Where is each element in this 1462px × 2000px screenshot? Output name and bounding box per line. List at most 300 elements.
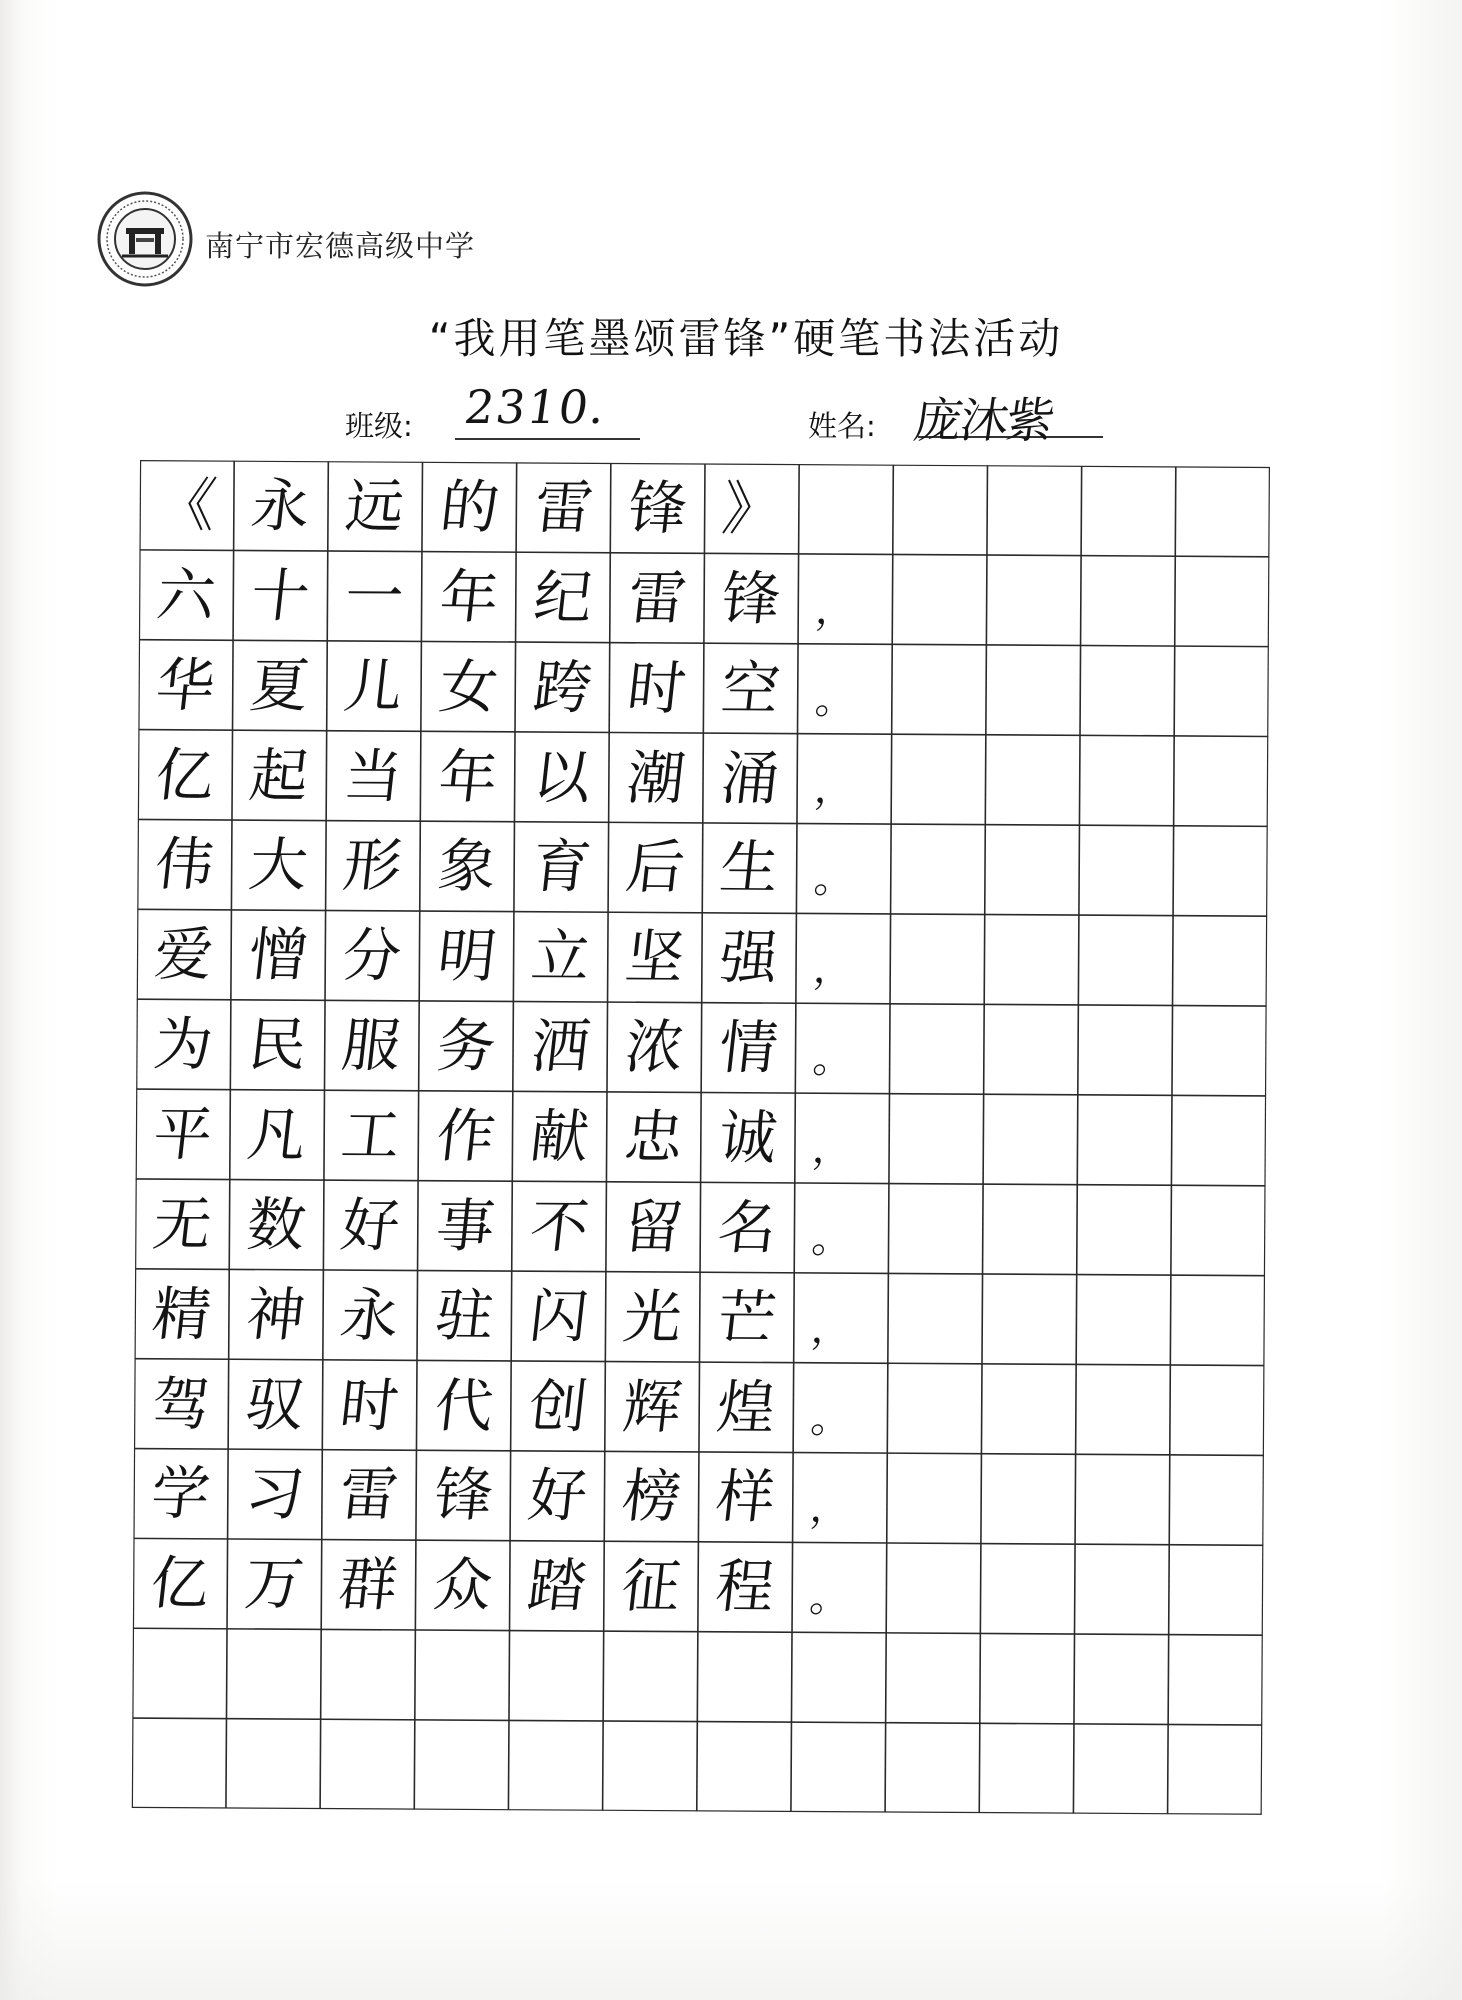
grid-row <box>136 1089 1267 1186</box>
handwritten-character: 时 <box>336 1370 403 1440</box>
handwritten-character: 习 <box>242 1460 308 1529</box>
grid-cell <box>1168 1635 1263 1725</box>
handwritten-character: ， <box>810 1126 856 1173</box>
grid-cell <box>1169 1545 1264 1635</box>
writing-grid <box>132 460 1270 1815</box>
grid-cell <box>796 913 891 1003</box>
grid-cell <box>1080 645 1175 735</box>
handwritten-character: 样 <box>712 1463 779 1532</box>
grid-cell <box>135 1179 230 1269</box>
grid-cell <box>793 1363 888 1453</box>
grid-cell <box>887 1453 982 1543</box>
handwritten-character: 后 <box>622 833 689 902</box>
grid-cell <box>697 1632 792 1722</box>
grid-cell <box>513 912 608 1002</box>
grid-cell <box>889 1094 984 1184</box>
grid-cell <box>509 1631 604 1721</box>
grid-cell <box>510 1541 605 1631</box>
grid-cell <box>603 1721 698 1811</box>
grid-cell <box>979 1723 1074 1813</box>
grid-cell <box>136 1089 231 1179</box>
grid-cell <box>702 823 797 913</box>
grid-row <box>132 1718 1263 1815</box>
grid-cell <box>698 1452 793 1542</box>
grid-cell <box>981 1454 1076 1544</box>
grid-cell <box>799 464 894 554</box>
class-value: 2310. <box>461 380 611 434</box>
grid-row <box>133 1449 1264 1546</box>
grid-row <box>138 640 1269 737</box>
grid-cell <box>228 1449 323 1539</box>
handwritten-character: 形 <box>340 831 406 900</box>
handwritten-character: 强 <box>716 923 782 993</box>
handwritten-character: 事 <box>432 1191 498 1260</box>
grid-cell <box>1175 466 1270 556</box>
handwritten-character: 代 <box>431 1371 497 1440</box>
handwritten-character: 不 <box>526 1192 592 1261</box>
grid-cell <box>791 1722 886 1812</box>
handwritten-character: 驭 <box>242 1370 309 1439</box>
handwritten-character: 献 <box>526 1102 593 1171</box>
grid-cell <box>1081 556 1176 646</box>
grid-cell <box>891 734 986 824</box>
grid-cell <box>1076 1275 1171 1365</box>
grid-cell <box>984 1004 1079 1094</box>
handwritten-character: 空 <box>717 654 784 723</box>
handwritten-character: 群 <box>335 1550 402 1619</box>
grid-cell <box>137 909 232 999</box>
grid-cell <box>421 641 516 731</box>
grid-cell <box>1075 1454 1170 1544</box>
grid-row <box>139 550 1270 647</box>
grid-row <box>135 1179 1266 1276</box>
grid-cell <box>798 554 893 644</box>
grid-cell <box>603 1631 698 1721</box>
grid-cell <box>791 1632 886 1722</box>
page-title: “我用笔墨颂雷锋”硬笔书法活动 <box>428 314 1064 363</box>
grid-cell <box>421 552 516 642</box>
handwritten-character: 《 <box>154 471 220 540</box>
handwritten-character: 大 <box>245 831 312 900</box>
grid-cell <box>514 822 609 912</box>
grid-cell <box>133 1538 228 1628</box>
grid-cell <box>795 1093 890 1183</box>
handwritten-character: 凡 <box>244 1100 310 1169</box>
grid-cell <box>1077 1095 1172 1185</box>
grid-cell <box>609 643 704 733</box>
grid-cell <box>1171 1095 1266 1185</box>
handwritten-character: 程 <box>712 1552 778 1622</box>
grid-cell <box>985 735 1080 825</box>
grid-cell <box>230 1090 325 1180</box>
grid-cell <box>416 1360 511 1450</box>
grid-cell <box>422 462 517 552</box>
handwritten-character: 涌 <box>717 744 783 813</box>
grid-cell <box>133 1449 228 1539</box>
grid-row <box>133 1538 1264 1635</box>
handwritten-character: ， <box>811 946 857 993</box>
handwritten-character: 情 <box>715 1013 782 1082</box>
handwritten-character: 当 <box>340 741 407 811</box>
grid-cell <box>698 1542 793 1632</box>
handwritten-character: 分 <box>339 921 406 990</box>
handwritten-character: 以 <box>529 742 595 812</box>
grid-cell <box>986 645 1081 735</box>
handwritten-character: 锋 <box>430 1461 497 1530</box>
handwritten-character: ， <box>808 1485 854 1532</box>
grid-cell <box>792 1542 887 1632</box>
handwritten-character: 。 <box>808 1395 854 1442</box>
grid-cell <box>794 1183 889 1273</box>
grid-cell <box>1079 825 1174 915</box>
handwritten-character: 务 <box>433 1011 499 1081</box>
handwritten-character: 名 <box>714 1193 781 1262</box>
handwritten-character: 十 <box>247 561 314 630</box>
grid-cell <box>325 910 420 1000</box>
handwritten-character: 神 <box>243 1280 309 1349</box>
grid-cell <box>139 550 234 640</box>
grid-cell <box>888 1184 983 1274</box>
grid-cell <box>516 552 611 642</box>
handwritten-character: 亿 <box>152 740 218 809</box>
handwritten-character: 服 <box>339 1011 405 1080</box>
handwritten-character: 闪 <box>525 1282 592 1351</box>
grid-cell <box>886 1633 981 1723</box>
grid-cell <box>888 1273 983 1363</box>
handwritten-character: 创 <box>525 1371 591 1441</box>
handwritten-character: 锋 <box>624 473 691 543</box>
handwritten-character: 》 <box>718 474 785 543</box>
class-underline <box>455 438 640 440</box>
grid-cell <box>1174 646 1269 736</box>
grid-cell <box>420 821 515 911</box>
handwritten-character: 作 <box>432 1101 499 1171</box>
handwritten-character: 时 <box>623 653 690 722</box>
grid-row <box>137 819 1268 916</box>
grid-cell <box>704 463 799 553</box>
grid-cell <box>234 461 329 551</box>
grid-cell <box>890 914 985 1004</box>
grid-cell <box>703 733 798 823</box>
handwritten-character: 驻 <box>431 1281 498 1350</box>
handwritten-character: 亿 <box>147 1549 213 1618</box>
grid-cell <box>320 1719 415 1809</box>
handwritten-character: 驾 <box>148 1369 215 1439</box>
grid-cell <box>328 461 423 551</box>
handwritten-character: 起 <box>246 741 313 810</box>
grid-cell <box>512 1091 607 1181</box>
grid-row <box>137 909 1268 1006</box>
grid-cell <box>324 1000 419 1090</box>
handwritten-character: 诚 <box>715 1103 781 1172</box>
handwritten-character: 年 <box>435 562 502 631</box>
handwritten-character: ， <box>812 766 858 813</box>
grid-cell <box>795 1003 890 1093</box>
grid-cell <box>797 644 892 734</box>
handwritten-character: 好 <box>337 1191 404 1260</box>
grid-cell <box>229 1179 324 1269</box>
grid-cell <box>1171 1185 1266 1275</box>
grid-cell <box>326 731 421 821</box>
grid-cell <box>887 1363 982 1453</box>
grid-cell <box>233 640 328 730</box>
handwritten-character: 无 <box>149 1189 216 1259</box>
grid-cell <box>985 825 1080 915</box>
grid-cell <box>607 1002 702 1092</box>
grid-cell <box>1078 1005 1173 1095</box>
grid-cell <box>701 1093 796 1183</box>
grid-cell <box>886 1543 981 1633</box>
grid-cell <box>980 1544 1075 1634</box>
grid-cell <box>508 1720 603 1810</box>
handwritten-character: 一 <box>341 562 408 631</box>
grid-cell <box>794 1273 889 1363</box>
grid-cell <box>415 1540 510 1630</box>
grid-cell <box>699 1362 794 1452</box>
grid-cell <box>136 999 231 1089</box>
grid-cell <box>138 730 233 820</box>
grid-cell <box>132 1628 227 1718</box>
grid-cell <box>1172 1006 1267 1096</box>
handwritten-character: 平 <box>150 1100 216 1169</box>
handwritten-character: 潮 <box>623 743 689 812</box>
handwritten-character: 征 <box>618 1552 684 1621</box>
grid-cell <box>609 732 704 822</box>
grid-cell <box>321 1629 416 1719</box>
grid-cell <box>1173 916 1268 1006</box>
grid-cell <box>703 643 798 733</box>
grid-cell <box>610 463 705 553</box>
handwritten-character: 精 <box>149 1279 215 1349</box>
handwritten-character: 生 <box>716 833 783 903</box>
handwritten-character: 憎 <box>245 920 311 990</box>
grid-cell <box>322 1360 417 1450</box>
grid-row <box>138 730 1269 827</box>
grid-cell <box>986 555 1081 645</box>
handwritten-character: ， <box>813 586 859 634</box>
grid-cell <box>982 1274 1077 1364</box>
grid-cell <box>606 1182 701 1272</box>
grid-cell <box>515 642 610 732</box>
handwritten-character: 工 <box>338 1101 405 1170</box>
grid-cell <box>700 1182 795 1272</box>
grid-cell <box>980 1633 1075 1723</box>
grid-cell <box>419 911 514 1001</box>
grid-cell <box>605 1272 700 1362</box>
grid-cell <box>608 912 703 1002</box>
handwritten-character: 夏 <box>247 651 313 720</box>
handwritten-character: 好 <box>524 1461 591 1531</box>
handwritten-character: 。 <box>810 1036 857 1083</box>
grid-cell <box>983 1184 1078 1274</box>
grid-row <box>135 1269 1266 1366</box>
handwritten-character: 芒 <box>714 1283 780 1352</box>
handwritten-character: 为 <box>150 1010 217 1079</box>
grid-cell <box>233 550 328 640</box>
grid-cell <box>1075 1544 1170 1634</box>
grid-cell <box>1081 466 1176 556</box>
grid-cell <box>1076 1364 1171 1454</box>
grid-cell <box>889 1004 984 1094</box>
grid-row <box>139 460 1270 557</box>
handwritten-character: 纪 <box>530 563 596 632</box>
handwritten-character: 雷 <box>624 563 690 633</box>
handwritten-character: 象 <box>434 832 500 901</box>
handwritten-character: 伟 <box>151 830 218 899</box>
grid-cell <box>1077 1185 1172 1275</box>
grid-cell <box>1168 1724 1263 1814</box>
grid-cell <box>1073 1724 1168 1814</box>
grid-cell <box>323 1180 418 1270</box>
handwritten-character: 众 <box>429 1551 496 1620</box>
grid-cell <box>324 1090 419 1180</box>
grid-row <box>134 1359 1265 1456</box>
grid-cell <box>419 1001 514 1091</box>
handwritten-character: 的 <box>436 472 503 542</box>
grid-cell <box>510 1451 605 1541</box>
handwritten-character: ， <box>809 1305 855 1353</box>
grid-cell <box>1170 1275 1265 1365</box>
grid-cell <box>511 1361 606 1451</box>
handwritten-character: 永 <box>248 471 314 540</box>
grid-cell <box>702 913 797 1003</box>
handwritten-character: 远 <box>342 472 408 541</box>
grid-cell <box>420 731 515 821</box>
grid-cell <box>227 1539 322 1629</box>
grid-cell <box>793 1453 888 1543</box>
handwritten-character: 民 <box>244 1010 311 1080</box>
handwritten-character: 浓 <box>621 1013 688 1082</box>
grid-cell <box>229 1269 324 1359</box>
handwritten-character: 。 <box>807 1575 853 1622</box>
handwritten-character: 锋 <box>718 564 785 633</box>
grid-cell <box>983 1094 1078 1184</box>
handwritten-character: 永 <box>337 1280 403 1350</box>
handwritten-character: 踏 <box>524 1551 590 1621</box>
grid-cell <box>893 465 988 555</box>
grid-cell <box>512 1181 607 1271</box>
handwritten-character: 辉 <box>619 1372 685 1441</box>
grid-cell <box>604 1451 699 1541</box>
grid-cell <box>797 734 892 824</box>
grid-cell <box>1174 736 1269 826</box>
grid-cell <box>327 551 422 641</box>
grid-cell <box>605 1362 700 1452</box>
grid-cell <box>1079 735 1174 825</box>
grid-cell <box>418 1181 513 1271</box>
handwritten-character: 学 <box>147 1459 214 1528</box>
grid-cell <box>892 644 987 734</box>
grid-cell <box>231 910 326 1000</box>
grid-row <box>136 999 1267 1096</box>
grid-cell <box>134 1359 229 1449</box>
handwritten-character: 爱 <box>151 920 217 989</box>
handwritten-character: 。 <box>812 856 858 903</box>
grid-cell <box>1078 915 1173 1005</box>
grid-cell <box>132 1718 227 1808</box>
grid-cell <box>137 819 232 909</box>
grid-cell <box>139 460 234 550</box>
grid-cell <box>138 640 233 730</box>
handwritten-character: 明 <box>433 922 500 991</box>
grid-cell <box>699 1272 794 1362</box>
grid-cell <box>511 1271 606 1361</box>
grid-cell <box>608 822 703 912</box>
grid-cell <box>327 641 422 731</box>
grid-cell <box>1175 556 1270 646</box>
grid-cell <box>987 465 1082 555</box>
name-label: 姓名: <box>808 409 876 443</box>
grid-cell <box>1074 1634 1169 1724</box>
grid-cell <box>232 730 327 820</box>
grid-cell <box>604 1541 699 1631</box>
handwritten-character: 留 <box>620 1192 687 1262</box>
grid-cell <box>606 1092 701 1182</box>
grid-row <box>132 1628 1263 1725</box>
handwritten-character: 雷 <box>336 1460 402 1530</box>
grid-cell <box>701 1003 796 1093</box>
handwritten-character: 跨 <box>529 653 596 722</box>
handwritten-character: 。 <box>809 1215 855 1263</box>
handwritten-character: 万 <box>241 1549 308 1619</box>
grid-cell <box>513 1001 608 1091</box>
grid-cell <box>610 553 705 643</box>
grid-cell <box>1170 1365 1265 1455</box>
grid-cell <box>322 1450 417 1540</box>
handwritten-character: 数 <box>243 1190 310 1259</box>
grid-cell <box>891 824 986 914</box>
grid-cell <box>323 1270 418 1360</box>
handwritten-character: 忠 <box>620 1102 687 1172</box>
grid-cell <box>417 1271 512 1361</box>
grid-cell <box>1173 826 1268 916</box>
handwritten-character: 立 <box>527 922 594 991</box>
paper-shadow <box>0 1880 1462 2000</box>
school-name: 南宁市宏德高级中学 <box>205 229 476 263</box>
grid-cell <box>514 732 609 822</box>
grid-cell <box>135 1269 230 1359</box>
grid-cell <box>226 1719 321 1809</box>
grid-cell <box>228 1359 323 1449</box>
handwritten-character: 六 <box>153 560 220 630</box>
handwritten-character: 女 <box>435 652 501 721</box>
grid-cell <box>326 821 421 911</box>
grid-cell <box>885 1723 980 1813</box>
handwritten-character: 儿 <box>341 651 407 721</box>
handwritten-character: 光 <box>619 1282 686 1352</box>
grid-cell <box>418 1091 513 1181</box>
grid-cell <box>226 1629 321 1719</box>
handwritten-character: 育 <box>528 832 595 902</box>
name-value: 庞沐紫 <box>910 393 1057 449</box>
grid-cell <box>981 1364 1076 1454</box>
grid-cell <box>892 554 987 644</box>
handwritten-character: 华 <box>152 650 219 720</box>
grid-cell <box>321 1540 416 1630</box>
grid-cell <box>230 1000 325 1090</box>
handwritten-character: 雷 <box>530 473 597 542</box>
handwritten-character: 榜 <box>618 1462 685 1531</box>
handwritten-character: 洒 <box>527 1012 593 1081</box>
handwritten-character: 。 <box>813 676 859 723</box>
grid-cell <box>415 1630 510 1720</box>
handwritten-character: 年 <box>434 742 501 811</box>
grid-cell <box>796 823 891 913</box>
grid-cell <box>414 1720 509 1810</box>
grid-cell <box>516 462 611 552</box>
grid-cell <box>231 820 326 910</box>
grid-cell <box>697 1722 792 1812</box>
